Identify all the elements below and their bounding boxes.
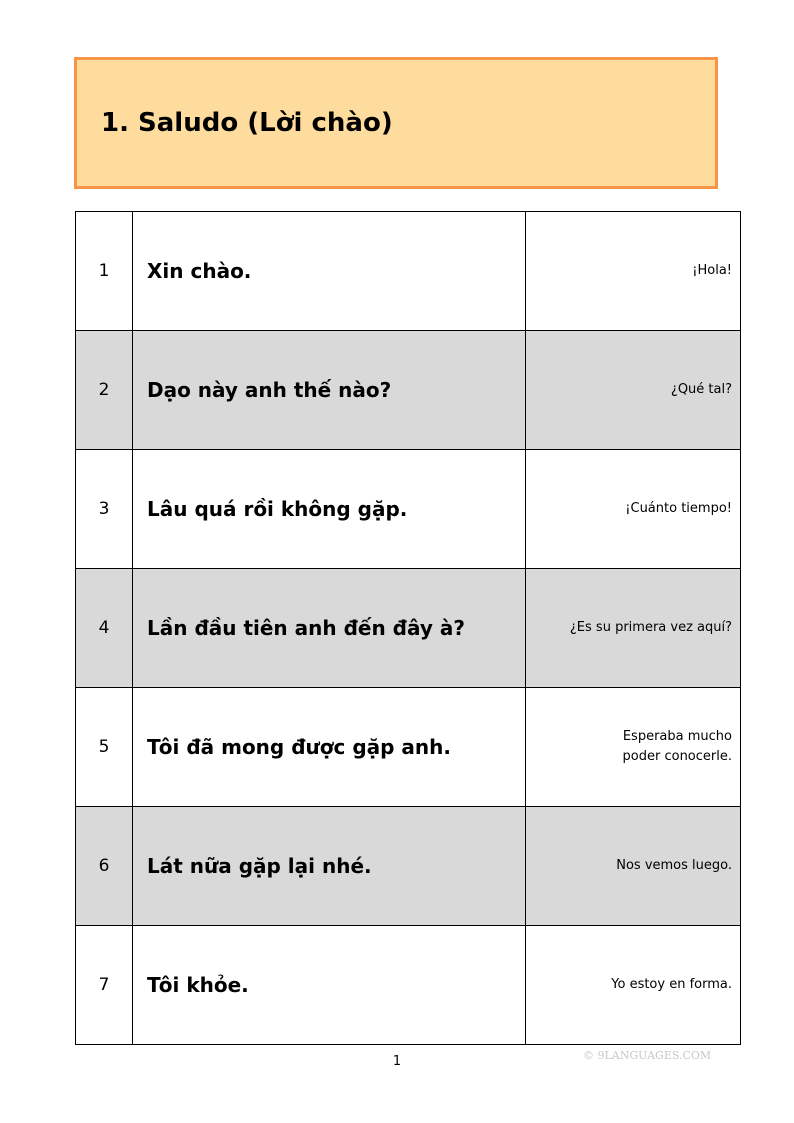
table-row <box>76 331 741 450</box>
vietnamese-phrase: Lát nữa gặp lại nhé. <box>133 807 526 926</box>
table-row <box>76 926 741 1045</box>
table-row <box>76 450 741 569</box>
copyright-watermark: © 9LANGUAGES.COM <box>583 1049 712 1062</box>
row-number: 1 <box>76 212 133 331</box>
table-row <box>76 688 741 807</box>
spanish-translation: Nos vemos luego. <box>526 807 741 926</box>
vietnamese-phrase: Tôi đã mong được gặp anh. <box>133 688 526 807</box>
row-number: 7 <box>76 926 133 1045</box>
spanish-translation: ¿Es su primera vez aquí? <box>526 569 741 688</box>
table-row <box>76 212 741 331</box>
page-number: 1 <box>392 1054 402 1069</box>
row-number: 6 <box>76 807 133 926</box>
table-row <box>76 569 741 688</box>
spanish-translation-text: Esperaba mucho poder conocerle. <box>622 729 732 764</box>
vietnamese-phrase: Tôi khỏe. <box>133 926 526 1045</box>
section-title-box <box>74 57 718 189</box>
vietnamese-phrase: Lần đầu tiên anh đến đây à? <box>133 569 526 688</box>
spanish-translation: ¿Qué tal? <box>526 331 741 450</box>
vietnamese-phrase: Xin chào. <box>133 212 526 331</box>
vietnamese-phrase: Lâu quá rồi không gặp. <box>133 450 526 569</box>
row-number: 2 <box>76 331 133 450</box>
row-number: 4 <box>76 569 133 688</box>
spanish-translation <box>526 688 741 807</box>
section-title: 1. Saludo (Lời chào) <box>101 108 393 138</box>
vietnamese-phrase: Dạo này anh thế nào? <box>133 331 526 450</box>
spanish-translation: ¡Hola! <box>526 212 741 331</box>
phrase-table <box>75 211 741 1045</box>
spanish-translation: ¡Cuánto tiempo! <box>526 450 741 569</box>
table-row <box>76 807 741 926</box>
spanish-translation: Yo estoy en forma. <box>526 926 741 1045</box>
row-number: 5 <box>76 688 133 807</box>
row-number: 3 <box>76 450 133 569</box>
